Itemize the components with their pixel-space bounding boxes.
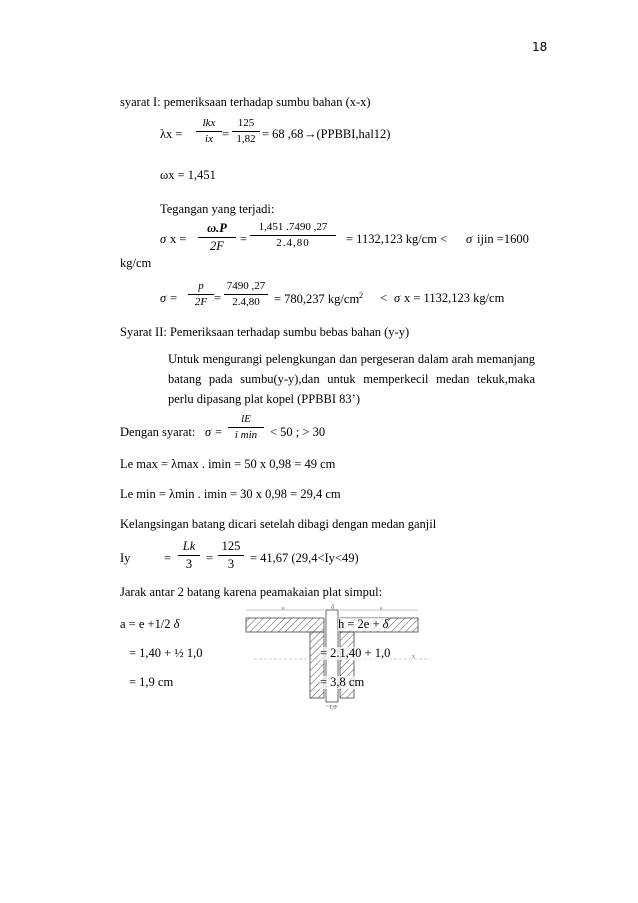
fig-label-e-left: e — [282, 606, 285, 612]
dengan-den: i min — [234, 429, 258, 441]
dengan-sigma: σ = — [205, 425, 223, 439]
kgcm-wrap: kg/cm — [120, 256, 152, 270]
lambda-x-result: = 68 ,68 — [262, 127, 304, 141]
iy-den-2: 3 — [227, 556, 235, 571]
sigma-x-eq: = — [240, 232, 248, 246]
sigma-x-fraction-1 — [198, 222, 236, 252]
a-line-1 — [120, 618, 179, 631]
fig-label-thickness: 1,0 — [329, 705, 337, 711]
sigma-x-symbol: σ — [160, 232, 167, 246]
sigma-x-num-2: 1,451 .7490 ,27 — [250, 222, 336, 236]
omega-x: ωx = 1,451 — [160, 168, 216, 182]
fig-label-e-right: e — [380, 606, 383, 612]
sigma-2-x-value: x = 1132,123 kg/cm — [404, 291, 505, 305]
iy-result: = 41,67 (29,4<Iy<49) — [250, 551, 359, 565]
sigma-x-den-2: 2.4,80 — [276, 237, 310, 249]
lambda-x-fraction-2 — [232, 118, 260, 145]
a-line-2: = 1,40 + ½ 1,0 — [129, 646, 203, 660]
fig-label-delta: δ — [331, 603, 335, 611]
sigma-2-den: 2F — [194, 296, 208, 308]
dengan-num: lE — [228, 414, 264, 428]
sigma-ijin-symbol: σ — [466, 232, 473, 246]
sigma-x-fraction-2 — [250, 222, 336, 249]
sigma-2-num-2: 7490 ,27 — [224, 281, 268, 295]
lambda-x-lhs: λx = — [160, 127, 183, 141]
sigma-2-exponent: 2 — [359, 291, 364, 300]
lambda-x-ref: →(PPBBI,hal12) — [304, 127, 391, 141]
iy-eq: = — [164, 551, 172, 565]
h-line-1 — [338, 618, 388, 631]
sigma-x-result: = 1132,123 kg/cm < — [346, 232, 448, 246]
lambda-x-num-2: 125 — [232, 118, 260, 132]
fig-label-x: x — [412, 654, 415, 660]
lambda-x-den-2: 1,82 — [236, 133, 256, 145]
sigma-2-result — [274, 292, 363, 306]
sigma-ijin: ijin =1600 — [477, 232, 529, 246]
sigma-2-eq: = — [214, 291, 222, 305]
iy-num-2: 125 — [218, 540, 244, 556]
le-min: Le min = λmin . imin = 30 x 0,98 = 29,4 cm — [120, 487, 341, 501]
sigma-2-num: p — [188, 281, 214, 295]
page-number: 18 — [532, 40, 548, 54]
sigma-2-lhs: σ = — [160, 291, 178, 305]
sigma-2-fraction-2 — [224, 281, 268, 308]
h-line-1-text: h = 2e + — [338, 617, 380, 631]
iy-fraction-2 — [218, 540, 244, 570]
sigma-2-result-text: = 780,237 kg/cm — [274, 292, 360, 307]
sigma-2-lt: < — [380, 291, 388, 305]
sigma-x-lhs: x = — [170, 232, 187, 246]
le-max: Le max = λmax . imin = 50 x 0,98 = 49 cm — [120, 457, 336, 471]
jarak-line: Jarak antar 2 batang karena peamakaian plat simpul: — [120, 585, 383, 599]
lambda-x-eq: = — [222, 127, 230, 141]
sigma-2-den-2: 2.4,80 — [232, 296, 260, 308]
lambda-x-num: lkx — [196, 118, 222, 132]
iy-lhs: Iy — [120, 551, 131, 565]
section-1-title: syarat I: pemeriksaan terhadap sumbu bahan (x-x) — [120, 95, 371, 109]
iy-den: 3 — [185, 556, 193, 571]
a-line-3: = 1,9 cm — [129, 675, 174, 689]
h-line-2: = 2.1,40 + 1,0 — [320, 646, 391, 660]
h-delta: δ — [382, 617, 389, 631]
sigma-x-den: 2F — [210, 238, 224, 253]
kelangsingan-line: Kelangsingan batang dicari setelah dibagi dengan medan ganjil — [120, 517, 437, 531]
iy-eq-2: = — [206, 551, 214, 565]
dengan-fraction — [228, 414, 264, 441]
lambda-x-den: ix — [205, 133, 213, 145]
iy-fraction-1 — [178, 540, 200, 570]
sigma-x-num: ω.P — [198, 222, 236, 238]
sigma-2-fraction-1 — [188, 281, 214, 308]
iy-num: Lk — [178, 540, 200, 556]
dengan-condition: < 50 ; > 30 — [270, 425, 326, 439]
sigma-2-x-symbol: σ — [394, 291, 401, 305]
h-line-3: = 3,8 cm — [320, 675, 365, 689]
section-2-title: Syarat II: Pemeriksaan terhadap sumbu bebas bahan (y-y) — [120, 325, 410, 339]
dengan-syarat-label: Dengan syarat: — [120, 425, 196, 439]
lambda-x-fraction-1 — [196, 118, 222, 145]
a-line-1-text: a = e +1/2 — [120, 617, 171, 631]
tegangan-label: Tegangan yang terjadi: — [160, 202, 275, 216]
section-2-paragraph: Untuk mengurangi pelengkungan dan pergeseran dalam arah memanjang batang pada sumbu(y-y),dan untuk memperkecil medan tekuk,maka perlu dipasang plat kopel (PPBBI 83’) — [168, 352, 535, 406]
a-delta: δ — [173, 617, 180, 631]
